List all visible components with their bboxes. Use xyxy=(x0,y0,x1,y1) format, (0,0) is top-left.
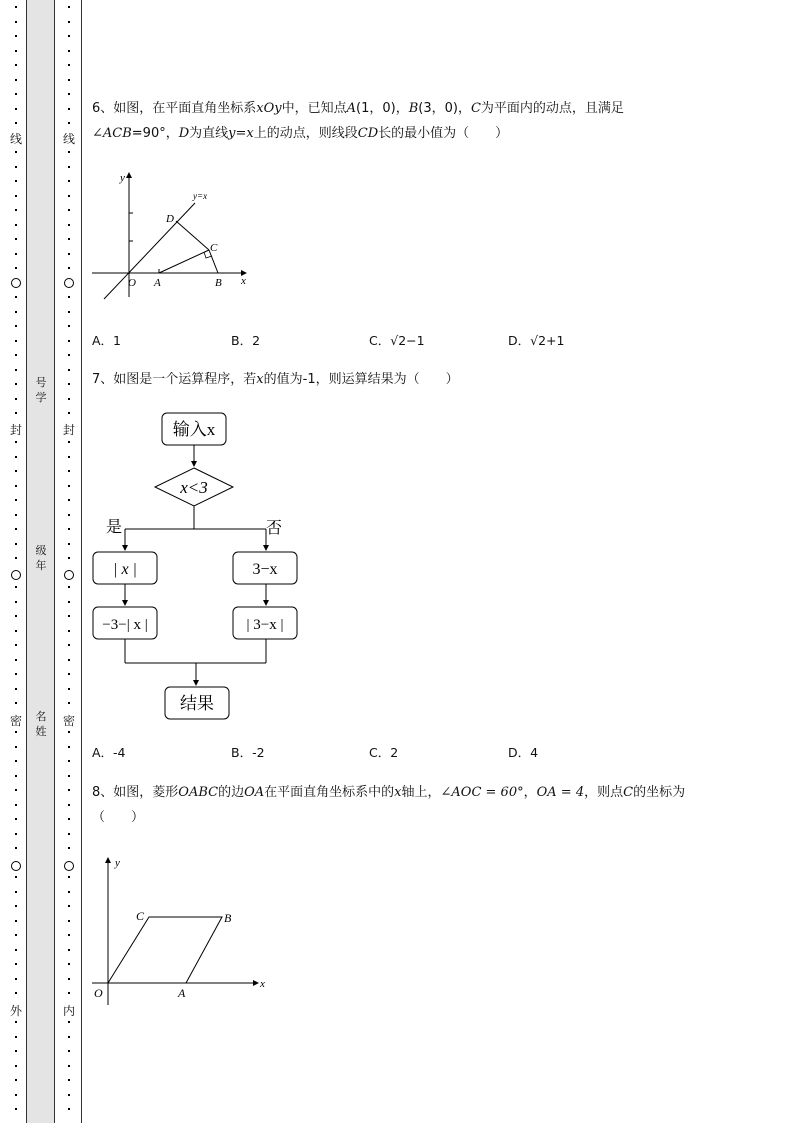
dot xyxy=(15,311,17,313)
point-B-label: B xyxy=(224,911,232,925)
dot xyxy=(68,122,70,124)
line-label: y=x xyxy=(193,191,208,201)
dot xyxy=(15,325,17,327)
dot xyxy=(15,702,17,704)
dot xyxy=(68,1036,70,1038)
dot xyxy=(68,688,70,690)
dot xyxy=(68,760,70,762)
dot xyxy=(15,688,17,690)
dot xyxy=(68,630,70,632)
dot xyxy=(68,412,70,414)
dot xyxy=(68,731,70,733)
q6-option-c[interactable]: C．√2−1 xyxy=(369,333,425,348)
rhombus-OABC xyxy=(108,917,222,983)
dot xyxy=(68,470,70,472)
flow-left-step2-text: −3−| x | xyxy=(102,617,148,633)
point-O-label: O xyxy=(128,277,136,289)
dot xyxy=(68,789,70,791)
dot xyxy=(68,702,70,704)
point-O-label: O xyxy=(94,986,103,1000)
dot xyxy=(68,833,70,835)
dot xyxy=(15,644,17,646)
q7-option-d[interactable]: D．4 xyxy=(508,745,539,760)
grade-label: 级 年 xyxy=(35,544,47,572)
dot xyxy=(68,166,70,168)
dot xyxy=(15,804,17,806)
dot xyxy=(15,6,17,8)
dot xyxy=(15,412,17,414)
line-y-equals-x xyxy=(104,203,195,299)
dot xyxy=(15,122,17,124)
dot xyxy=(68,296,70,298)
dot xyxy=(15,543,17,545)
q8-figure xyxy=(88,850,273,1010)
dot xyxy=(68,224,70,226)
dot xyxy=(68,369,70,371)
dot xyxy=(68,1050,70,1052)
name-label: 名 姓 xyxy=(35,710,47,738)
dot xyxy=(68,1108,70,1110)
dot xyxy=(68,949,70,951)
dot xyxy=(15,905,17,907)
dot xyxy=(15,340,17,342)
dot xyxy=(15,1021,17,1023)
dot xyxy=(15,949,17,951)
dot xyxy=(68,6,70,8)
ring-marker xyxy=(64,278,74,288)
dot xyxy=(15,253,17,255)
dot xyxy=(15,470,17,472)
q6-option-d[interactable]: D．√2+1 xyxy=(508,333,565,348)
dot xyxy=(15,151,17,153)
dot xyxy=(15,485,17,487)
dot xyxy=(68,876,70,878)
dot xyxy=(15,833,17,835)
dot xyxy=(68,21,70,23)
dot xyxy=(15,93,17,95)
cut-line-mark: 密 xyxy=(9,714,22,728)
dot xyxy=(15,731,17,733)
q7-option-b[interactable]: B．-2 xyxy=(231,745,265,760)
dot xyxy=(15,920,17,922)
dot xyxy=(68,818,70,820)
dot xyxy=(15,847,17,849)
dot xyxy=(15,108,17,110)
dot xyxy=(68,775,70,777)
dot xyxy=(68,673,70,675)
dot xyxy=(68,963,70,965)
dot xyxy=(68,79,70,81)
q7-flowchart xyxy=(88,405,308,723)
dot xyxy=(68,659,70,661)
dot xyxy=(68,847,70,849)
dot xyxy=(68,499,70,501)
dot xyxy=(15,35,17,37)
dot xyxy=(15,456,17,458)
dot xyxy=(15,978,17,980)
dot xyxy=(68,485,70,487)
dot xyxy=(68,398,70,400)
dot xyxy=(68,325,70,327)
dot xyxy=(15,775,17,777)
dot xyxy=(68,1079,70,1081)
dot xyxy=(15,267,17,269)
dot xyxy=(68,456,70,458)
dot xyxy=(68,804,70,806)
q6-option-b[interactable]: B．2 xyxy=(231,333,261,348)
point-B-label: B xyxy=(215,277,222,289)
dot xyxy=(68,311,70,313)
q6-figure xyxy=(88,165,258,307)
dot xyxy=(15,557,17,559)
dot xyxy=(15,659,17,661)
dot xyxy=(68,195,70,197)
ring-marker xyxy=(64,861,74,871)
dot xyxy=(68,601,70,603)
segment-AC xyxy=(159,250,209,273)
dot xyxy=(15,369,17,371)
dot xyxy=(15,398,17,400)
dot xyxy=(15,64,17,66)
dot xyxy=(15,354,17,356)
q6-text-line1: 6、如图，在平面直角坐标系xOy中，已知点A(1，0)，B(3，0)，C为平面内的动点，且满足 xyxy=(92,101,624,116)
dot xyxy=(15,383,17,385)
dot xyxy=(15,934,17,936)
dot xyxy=(68,180,70,182)
q8-text-line1: 8、如图，菱形OABC的边OA在平面直角坐标系中的x轴上，∠AOC = 60°，OA = 4，则点C的坐标为 xyxy=(92,785,686,800)
dot xyxy=(68,891,70,893)
dot xyxy=(15,746,17,748)
dot xyxy=(68,644,70,646)
dot xyxy=(68,1021,70,1023)
q7-option-a[interactable]: A．-4 xyxy=(92,745,126,760)
dot xyxy=(68,151,70,153)
dot xyxy=(15,615,17,617)
dot xyxy=(15,209,17,211)
flow-right-step1-text: 3−x xyxy=(252,561,278,578)
dot xyxy=(15,963,17,965)
q7-option-c[interactable]: C．2 xyxy=(369,745,399,760)
dot xyxy=(15,195,17,197)
binding-margin xyxy=(0,0,84,1123)
flow-input-text: 输入x xyxy=(172,420,216,439)
dot xyxy=(68,253,70,255)
dot xyxy=(15,1065,17,1067)
dot xyxy=(68,615,70,617)
flow-no-label: 否 xyxy=(266,520,283,537)
segment-DC xyxy=(176,221,209,250)
dot xyxy=(68,905,70,907)
dot xyxy=(15,180,17,182)
q7-text: 7、如图是一个运算程序，若x的值为-1，则运算结果为（ ） xyxy=(92,372,459,387)
cut-line-mark: 封 xyxy=(9,423,22,437)
x-label: x xyxy=(241,275,246,287)
dot xyxy=(15,166,17,168)
dot xyxy=(15,1094,17,1096)
dot xyxy=(68,746,70,748)
dot xyxy=(15,21,17,23)
dot xyxy=(68,586,70,588)
dot xyxy=(15,630,17,632)
dot xyxy=(68,340,70,342)
dot xyxy=(68,354,70,356)
dot xyxy=(15,673,17,675)
cut-line-mark: 内 xyxy=(62,1004,75,1018)
cut-line-mark: 封 xyxy=(62,423,75,437)
dot xyxy=(15,50,17,52)
dot xyxy=(68,528,70,530)
point-D-label: D xyxy=(166,213,174,225)
flow-yes-label: 是 xyxy=(106,519,123,536)
dot xyxy=(68,920,70,922)
dot xyxy=(15,514,17,516)
dot xyxy=(15,1036,17,1038)
dot xyxy=(68,557,70,559)
margin-rule xyxy=(81,0,82,1123)
dot xyxy=(68,543,70,545)
cut-line-mark: 线 xyxy=(9,132,22,146)
ring-marker xyxy=(11,570,21,580)
cut-line-mark: 外 xyxy=(9,1004,22,1018)
dot xyxy=(68,1094,70,1096)
q6-option-a[interactable]: A．1 xyxy=(92,333,122,348)
dot xyxy=(15,876,17,878)
dot xyxy=(15,1079,17,1081)
dot xyxy=(68,238,70,240)
dot xyxy=(15,818,17,820)
dot xyxy=(15,1108,17,1110)
dot xyxy=(68,267,70,269)
point-C-label: C xyxy=(136,909,145,923)
point-A-label: A xyxy=(178,986,186,1000)
y-label: y xyxy=(120,172,125,184)
point-A-label: A xyxy=(154,277,161,289)
dot xyxy=(68,209,70,211)
student-id-label: 号 学 xyxy=(35,376,47,404)
flow-condition-text: x<3 xyxy=(180,478,208,497)
dot xyxy=(68,514,70,516)
dot xyxy=(68,35,70,37)
dot xyxy=(68,108,70,110)
y-label: y xyxy=(115,857,120,869)
dot xyxy=(68,934,70,936)
q6-text-line2: ∠ACB=90°，D为直线y=x上的动点，则线段CD长的最小值为（ ） xyxy=(92,126,509,141)
dot xyxy=(68,441,70,443)
dot xyxy=(68,978,70,980)
dot xyxy=(15,238,17,240)
flow-left-step1-text: | x | xyxy=(113,561,137,578)
flow-right-step2-text: | 3−x | xyxy=(246,617,284,633)
dot xyxy=(15,296,17,298)
dot xyxy=(15,992,17,994)
dot xyxy=(15,224,17,226)
dot xyxy=(15,441,17,443)
cut-line-mark: 密 xyxy=(62,714,75,728)
dot xyxy=(15,79,17,81)
dot xyxy=(15,1050,17,1052)
dot xyxy=(68,992,70,994)
dot xyxy=(68,383,70,385)
ring-marker xyxy=(11,278,21,288)
dot xyxy=(15,891,17,893)
dot xyxy=(68,93,70,95)
q8-text-line2: （ ） xyxy=(92,810,145,825)
dot xyxy=(15,499,17,501)
dot xyxy=(68,1065,70,1067)
dot xyxy=(15,528,17,530)
dot xyxy=(15,586,17,588)
cut-line-mark: 线 xyxy=(62,132,75,146)
ring-marker xyxy=(64,570,74,580)
dot xyxy=(68,50,70,52)
dot xyxy=(15,789,17,791)
flow-result-text: 结果 xyxy=(180,694,214,713)
dot xyxy=(68,64,70,66)
ring-marker xyxy=(11,861,21,871)
x-label: x xyxy=(260,978,265,990)
dot xyxy=(15,601,17,603)
dot xyxy=(15,760,17,762)
point-C-label: C xyxy=(210,242,218,254)
